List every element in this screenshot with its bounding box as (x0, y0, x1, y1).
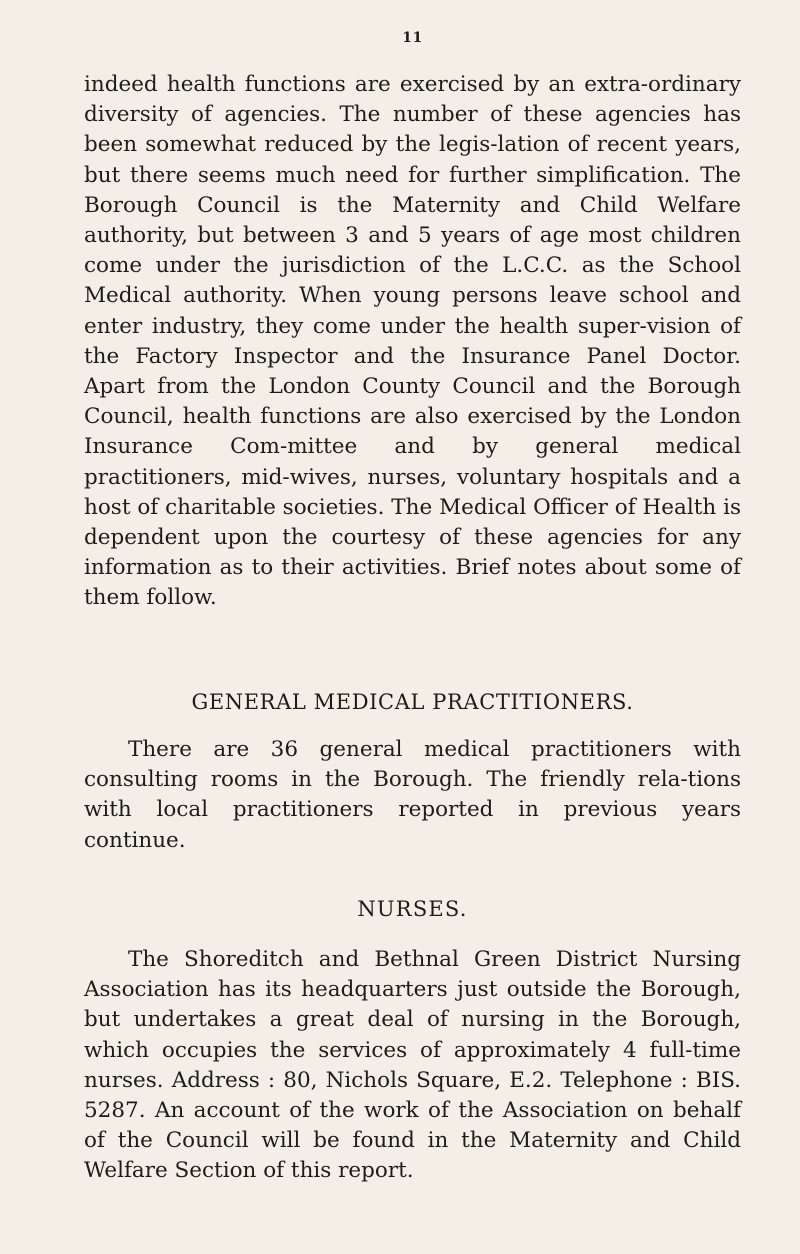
nurses-paragraph: The Shoreditch and Bethnal Green District Nursing Association has its headquarters just outside the Borough, but undertakes a great deal of nursing in the Borough, which occupies the services of approximately 4 full-time nurses. Address : 80, Nichols Square, E.2. Telephone : BIS. 5287. An account of the work of the Association on behalf of the Council will be found in the Maternity and Child Welfare Section of this report. (84, 947, 741, 1184)
section-heading-general-medical-practitioners: GENERAL MEDICAL PRACTITIONERS. (191, 690, 634, 714)
section-heading-nurses: NURSES. (357, 897, 468, 921)
document-page (84, 0, 741, 1254)
intro-paragraph: indeed health functions are exercised by an extra-ordinary diversity of agencies. The number of these agencies has been somewhat reduced by the legis-lation of recent years, but there seems much need for further simplification. The Borough Council is the Maternity and Child Welfare authority, but between 3 and 5 years of age most children come under the jurisdiction of the L.C.C. as the School Medical authority. When young persons leave school and enter industry, they come under the health super-vision of the Factory Inspector and the Insurance Panel Doctor. Apart from the London County Council and the Borough Council, health functions are also exercised by the London Insurance Com-mittee and by general medical practitioners, mid-wives, nurses, voluntary hospitals and a host of charitable societies. The Medical Officer of Health is dependent upon the courtesy of these agencies for any information as to their activities. Brief notes about some of them follow. (84, 72, 741, 611)
general-medical-practitioners-paragraph: There are 36 general medical practitioners with consulting rooms in the Borough. The friendly rela-tions with local practitioners reported in previous years continue. (84, 737, 741, 853)
page-number: 11 (402, 30, 423, 46)
